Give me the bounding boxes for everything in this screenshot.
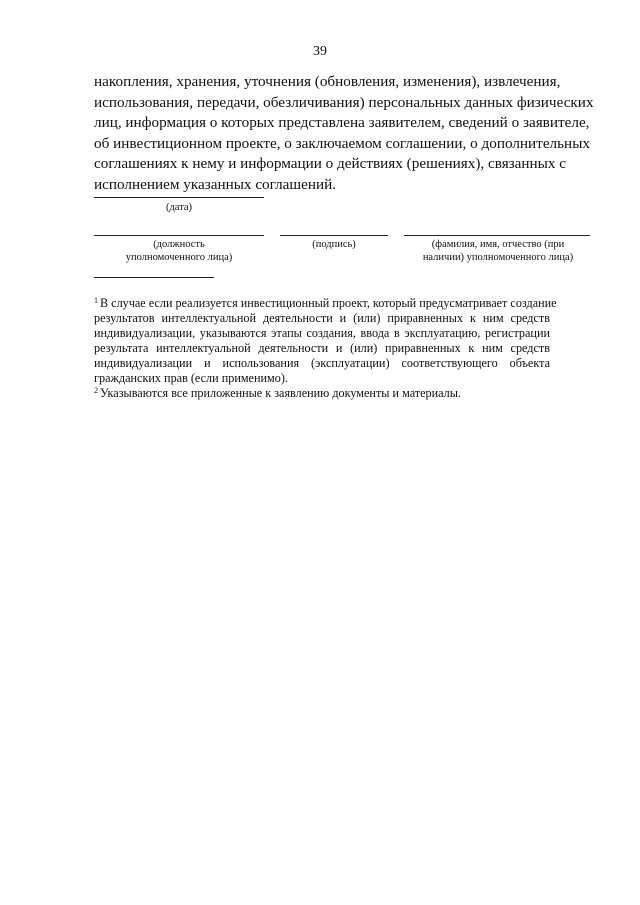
signature-line bbox=[280, 235, 388, 236]
footnote-1-line: индивидуализации и использования (эксплуатации) соответствующего объекта bbox=[94, 356, 550, 370]
footnote-marker: 2 bbox=[94, 386, 98, 395]
position-line bbox=[94, 235, 264, 236]
footnote-2-line bbox=[94, 386, 550, 401]
footnote-text: В случае если реализуется инвестиционный проект, который предусматривает создание bbox=[100, 296, 557, 310]
position-caption bbox=[94, 238, 264, 264]
page-number: 39 bbox=[313, 44, 327, 59]
position-caption-line: (должность bbox=[153, 239, 205, 250]
paragraph-line: соглашениях к нему и информации о действиях (решениях), связанных с bbox=[94, 155, 567, 172]
footnote-text: Указываются все приложенные к заявлению документы и материалы. bbox=[100, 386, 461, 400]
position-caption-line: уполномоченного лица) bbox=[125, 252, 233, 263]
name-caption-line: наличии) уполномоченного лица) bbox=[422, 252, 574, 263]
footnote-1-line bbox=[94, 296, 557, 311]
footnote-separator bbox=[94, 277, 214, 278]
paragraph-line: лиц, информация о которых представлена заявителем, сведений о заявителе, bbox=[94, 114, 590, 131]
date-caption: (дата) bbox=[165, 202, 193, 213]
paragraph-line: использования, передачи, обезличивания) персональных данных физических bbox=[94, 93, 594, 111]
date-line bbox=[94, 197, 264, 198]
footnote-1-line: индивидуализации, указываются этапы создания, ввода в эксплуатацию, регистрации bbox=[94, 326, 550, 340]
footnote-1-line: гражданских прав (если применимо). bbox=[94, 371, 288, 385]
name-line bbox=[404, 235, 590, 236]
name-caption bbox=[400, 238, 596, 264]
footnote-1-line: результата интеллектуальной деятельности и (или) приравненных к ним средств bbox=[94, 341, 550, 355]
footnote-1-line: результатов интеллектуальной деятельности и (или) приравненных к ним средств bbox=[94, 311, 550, 325]
footnotes bbox=[94, 296, 557, 401]
signature-caption: (подпись) bbox=[312, 239, 356, 250]
paragraph-line: накопления, хранения, уточнения (обновления, изменения), извлечения, bbox=[94, 73, 561, 90]
main-paragraph bbox=[94, 72, 594, 195]
paragraph-line: об инвестиционном проекте, о заключаемом соглашении, о дополнительных bbox=[94, 134, 590, 152]
footnote-marker: 1 bbox=[94, 296, 98, 305]
name-caption-line: (фамилия, имя, отчество (при bbox=[431, 239, 565, 250]
paragraph-line: исполнением указанных соглашений. bbox=[94, 175, 337, 193]
